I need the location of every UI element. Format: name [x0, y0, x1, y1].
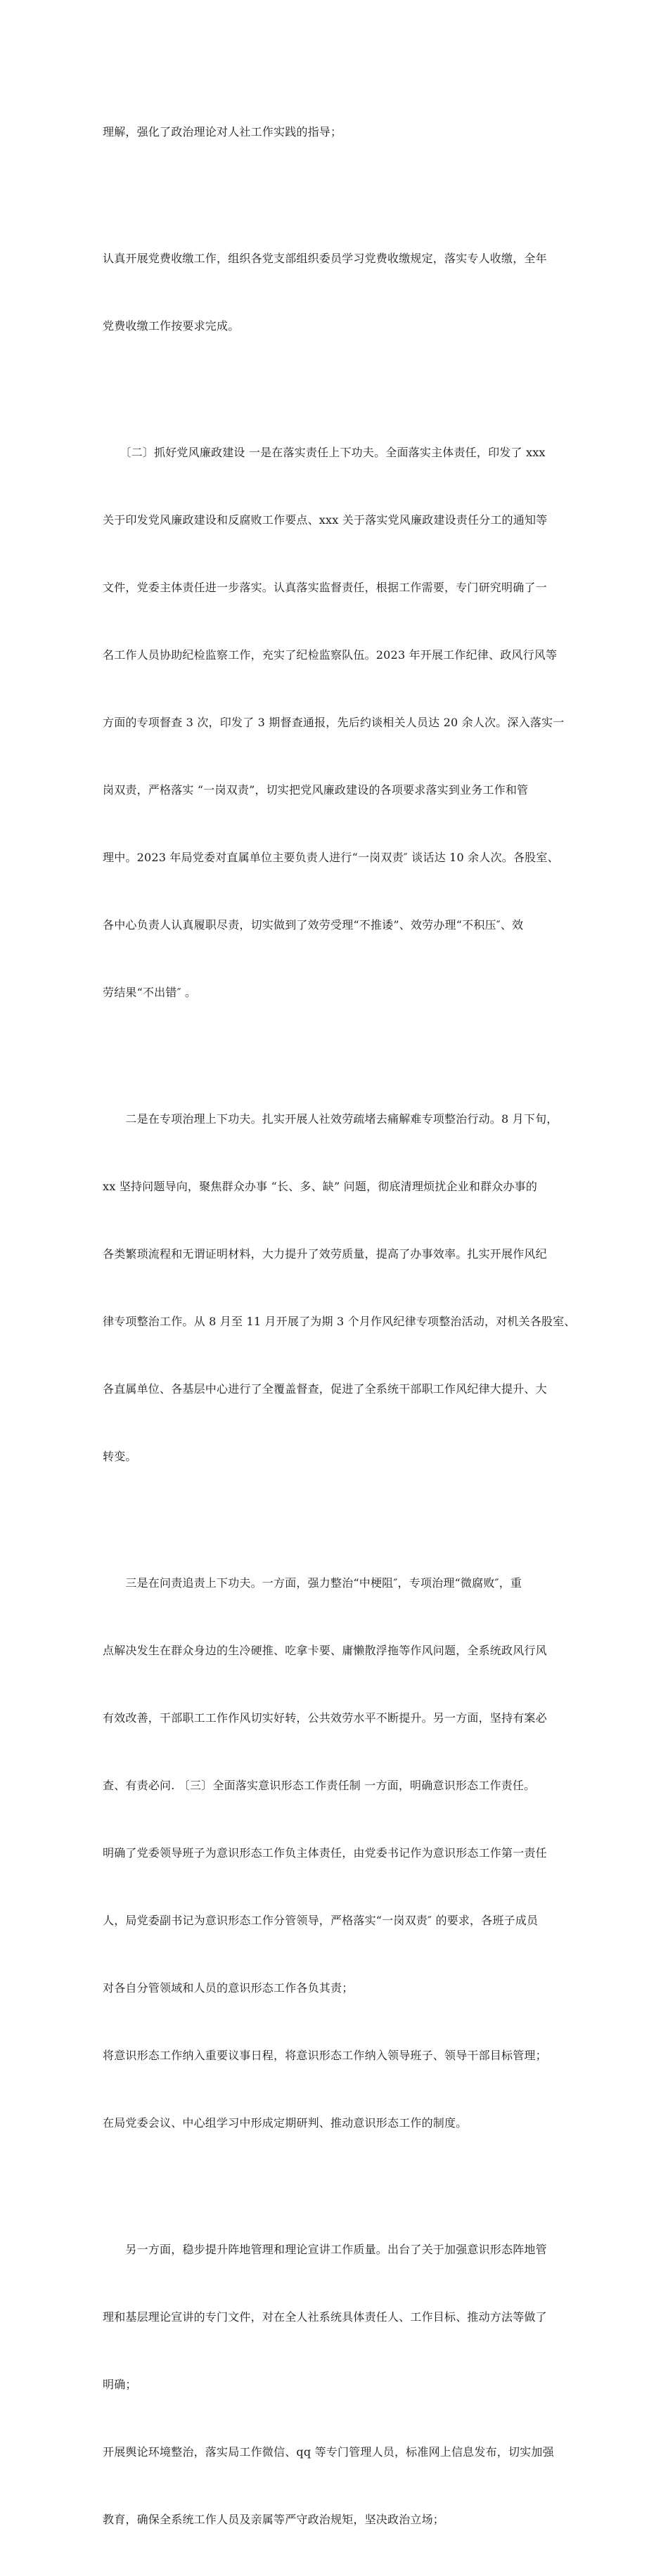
paragraph-6: [103, 2194, 570, 2576]
text-line: 党费收缴工作按要求完成。: [103, 319, 240, 333]
text-line: 开展舆论环境整治，落实局工作微信、qq 等专门管理人员，标准网上信息发布，切实加强: [103, 2445, 554, 2459]
text-line: 在局党委会议、中心组学习中形成定期研判、推动意识形态工作的制度。: [103, 2116, 468, 2130]
paragraph-1: [103, 76, 570, 188]
text-line: 将意识形态工作纳入重要议事日程，将意识形态工作纳入领导班子、领导干部目标管理；: [103, 2049, 547, 2062]
text-line: 有效改善，干部职工工作作风切实好转，公共效劳水平不断提升。另一方面，坚持有案必: [103, 1711, 547, 1725]
text-line: xx 坚持问题导向，聚焦群众办事 “长、多、缺” 问题，彻底清理烦扰企业和群众办事的: [103, 1180, 538, 1193]
text-line: 人，局党委副书记为意识形态工作分管领导，严格落实“一岗双责″ 的要求，各班子成员: [103, 1914, 539, 1927]
text-line: 方面的专项督查 3 次，印发了 3 期督查通报，先后约谈相关人员达 20 余人次。深入落实一: [103, 716, 565, 729]
text-line: 名工作人员协助纪检监察工作，充实了纪检监察队伍。2023 年开展工作纪律、政风行风等: [103, 648, 558, 662]
text-line: 各类繁琐流程和无谓证明材料，大力提升了效劳质量，提高了办事效率。扎实开展作风纪: [103, 1247, 547, 1261]
paragraph-3: [103, 397, 570, 1049]
paragraph-5: [103, 1527, 570, 2179]
text-line: 理解，强化了政治理论对人社工作实践的指导；: [103, 125, 342, 139]
text-line: 明确了党委领导班子为意识形态工作负主体责任，由党委书记作为意识形态工作第一责任: [103, 1846, 547, 1860]
text-line: 转变。: [103, 1450, 137, 1463]
text-line: 认真开展党费收缴工作，组织各党支部组织委员学习党费收缴规定，落实专人收缴，全年: [103, 252, 547, 265]
text-line: 二是在专项治理上下功夫。扎实开展人社效劳疏堵去痛解难专项整治行动。8 月下旬，: [103, 1112, 558, 1126]
text-line: 三是在问责追责上下功夫。一方面，强力整治“中梗阻″，专项治理“微腐败″，重: [103, 1576, 522, 1590]
text-line: 教育，确保全系统工作人员及亲属等严守政治规矩，坚决政治立场；: [103, 2513, 445, 2526]
text-line: 各中心负责人认真履职尽责，切实做到了效劳受理“不推诿”、效劳办理“不积压″、效: [103, 918, 524, 932]
text-line: 律专项整治工作。从 8 月至 11 月开展了为期 3 个月作风纪律专项整治活动，对机关各股室、: [103, 1315, 576, 1328]
text-line: 理和基层理论宣讲的专门文件，对在全人社系统具体责任人、工作目标、推动方法等做了: [103, 2310, 547, 2324]
document-page: [103, 76, 576, 2576]
text-line: 理中。2023 年局党委对直属单位主要负责人进行“一岗双责″ 谈话达 10 余人次。各股室、: [103, 851, 559, 864]
paragraph-4: [103, 1063, 576, 1513]
text-line: 查、有责必问. 〔三〕全面落实意识形态工作责任制 一方面，明确意识形态工作责任。: [103, 1779, 536, 1792]
text-line: 对各自分管领域和人员的意识形态工作各负其责；: [103, 1981, 354, 1995]
text-line: 关于印发党风廉政建设和反腐败工作要点、xxx 关于落实党风廉政建设责任分工的通知等: [103, 513, 548, 527]
paragraph-2: [103, 202, 570, 382]
text-line: 明确；: [103, 2378, 137, 2391]
text-line: 文件，党委主体责任进一步落实。认真落实监督责任，根据工作需要，专门研究明确了一: [103, 581, 547, 594]
text-line: 各直属单位、各基层中心进行了全覆盖督查，促进了全系统干部职工作风纪律大提升、大: [103, 1382, 547, 1396]
text-line: 〔二〕抓好党风廉政建设 一是在落实责任上下功夫。全面落实主体责任，印发了 xxx: [103, 446, 546, 459]
text-line: 劳结果“不出错″ 。: [103, 986, 197, 999]
text-line: 另一方面，稳步提升阵地管理和理论宣讲工作质量。出台了关于加强意识形态阵地管: [103, 2243, 547, 2256]
text-line: 点解决发生在群众身边的生冷硬推、吃拿卡要、庸懒散浮拖等作风问题，全系统政风行风: [103, 1644, 547, 1657]
text-line: 岗双责，严格落实 “一岗双责”，切实把党风廉政建设的各项要求落实到业务工作和管: [103, 783, 529, 797]
